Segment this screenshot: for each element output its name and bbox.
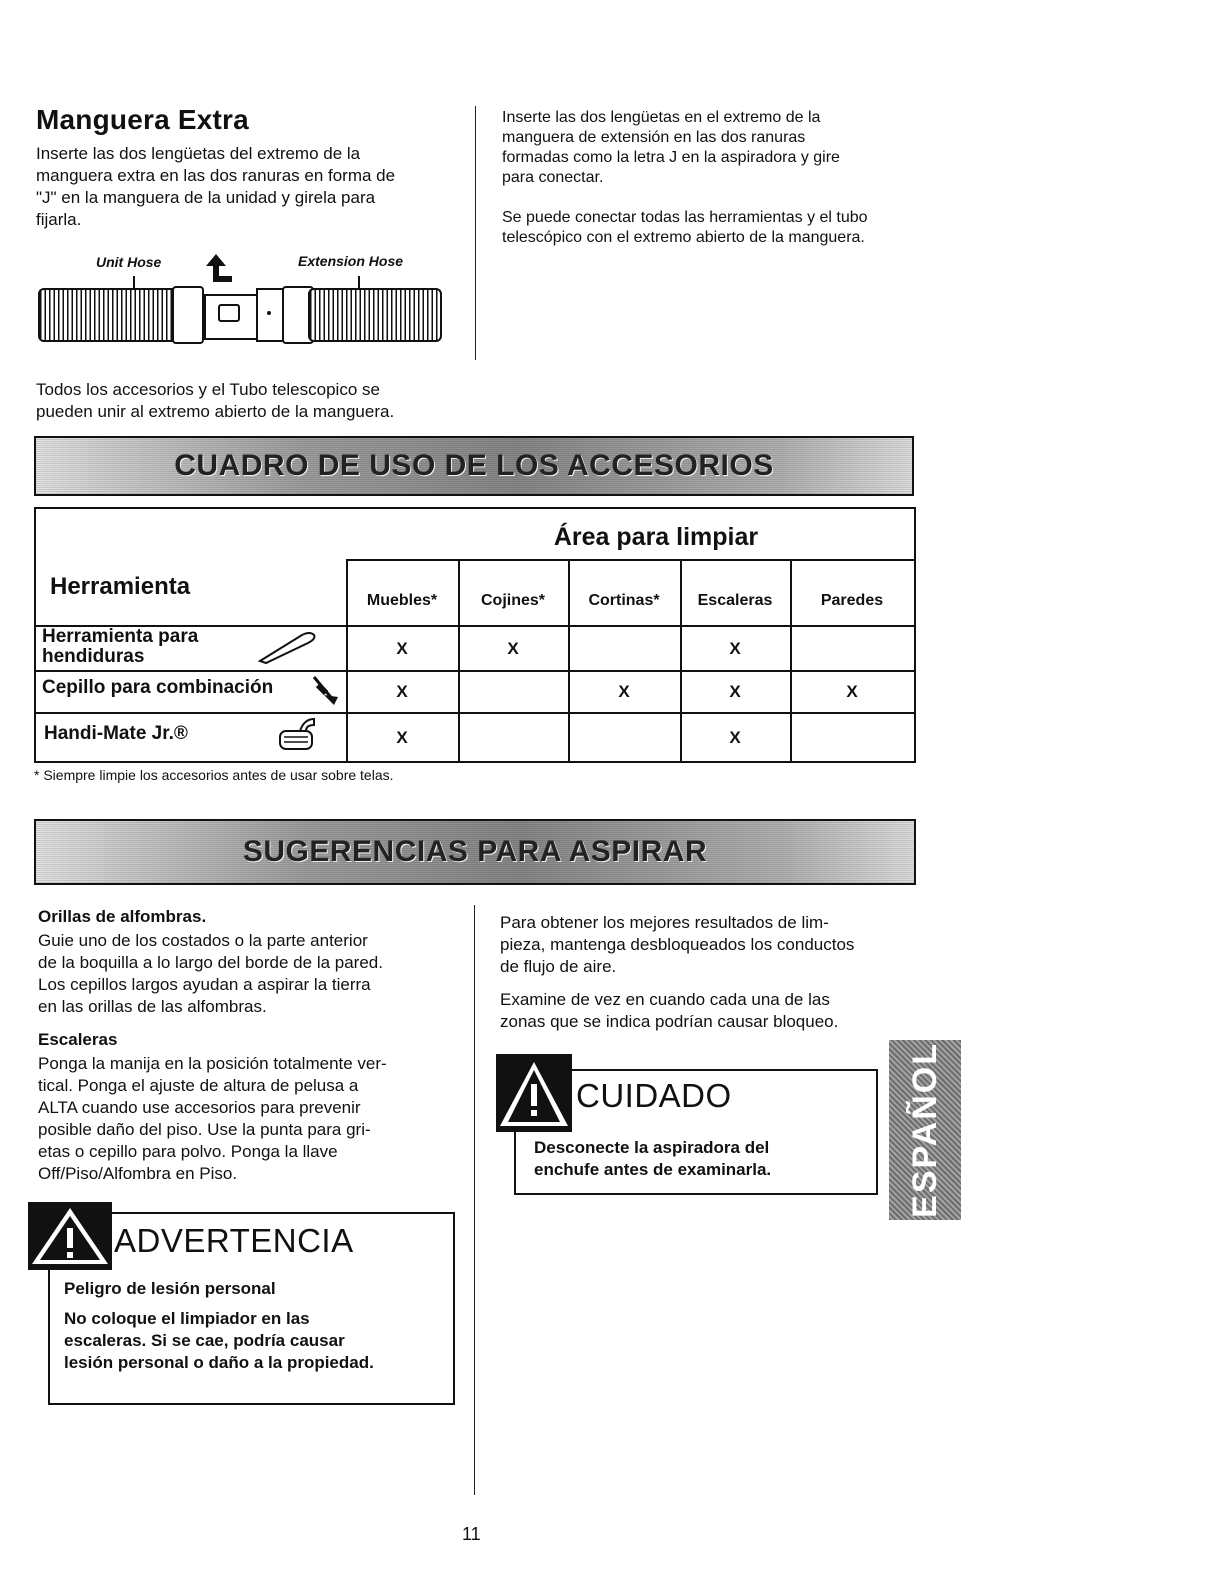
column-header: Cojines* (480, 592, 545, 609)
text-line: Para obtener los mejores resultados de lim- (500, 913, 829, 932)
table-cell (458, 672, 568, 712)
airflow-tip-text (500, 912, 920, 978)
handi-mate-tool-icon (274, 715, 320, 755)
text-line: posible daño del piso. Use la punta para gri- (38, 1120, 371, 1139)
text-line: Ponga la manija en la posición totalmente ver- (38, 1054, 387, 1073)
section-title-manguera-extra: Manguera Extra (36, 104, 249, 135)
table-cell: X (618, 682, 630, 701)
text-line: manguera extra en las dos ranuras en forma de (36, 166, 396, 185)
text-line: Examine de vez en cuando cada una de las (500, 990, 830, 1009)
tool-header: Herramienta (50, 573, 191, 600)
accessory-usage-table (34, 507, 916, 763)
table-cell: X (729, 727, 741, 747)
text-line: ALTA cuando use accesorios para prevenir (38, 1098, 361, 1117)
blockage-check-text (500, 989, 920, 1033)
tool-name-handi-mate: Handi-Mate Jr.® (44, 723, 188, 744)
text-line: Herramienta para (42, 626, 199, 647)
text-line: Peligro de lesión personal (64, 1279, 276, 1298)
column-header: Cortinas* (588, 592, 660, 609)
area-header: Área para limpiar (553, 522, 759, 551)
caution-title: CUIDADO (576, 1077, 732, 1114)
table-cell: X (507, 638, 519, 658)
unit-hose-label: Unit Hose (96, 254, 162, 270)
text-line: hendiduras (42, 646, 145, 667)
subheading-stairs: Escaleras (38, 1030, 118, 1049)
unit-hose-shape (38, 288, 178, 342)
warning-text (64, 1278, 454, 1374)
table-footnote: * Siempre limpie los accesorios antes de usar sobre telas. (34, 767, 394, 783)
tool-name-crevice (42, 627, 282, 667)
hose-cuff (172, 286, 204, 344)
language-tab-espanol (889, 1040, 961, 1220)
extension-hose-instructions (502, 108, 922, 188)
language-tab-label: ESPAÑOL (905, 1042, 944, 1218)
tool-name-combination-brush: Cepillo para combinación (42, 677, 274, 698)
text-line: de la boquilla a lo largo del borde de la pared. (38, 953, 383, 972)
table-cell: X (396, 727, 408, 747)
text-line: enchufe antes de examinarla. (534, 1160, 772, 1179)
manguera-instructions (36, 143, 456, 231)
page-number: 11 (462, 1524, 481, 1544)
column-header: Muebles* (366, 592, 438, 609)
text-line: No coloque el limpiador en las (64, 1309, 310, 1328)
tools-connection-note (502, 208, 922, 248)
table-cell (790, 714, 914, 761)
text-line: formadas como la letra J en la aspiradora y gire (502, 149, 840, 166)
text-line: Off/Piso/Alfombra en Piso. (38, 1164, 238, 1183)
text-line: zonas que se indica podrían causar bloqueo. (500, 1012, 839, 1031)
j-slot (218, 304, 240, 322)
banner-title: CUADRO DE USO DE LOS ACCESORIOS (174, 449, 774, 482)
text-line: Inserte las dos lengüetas del extremo de la (36, 144, 361, 163)
text-line: pueden unir al extremo abierto de la manguera. (36, 402, 395, 421)
table-cell (790, 627, 914, 670)
table-cell: X (396, 638, 408, 658)
connector-dot (267, 311, 271, 315)
text-line: etas o cepillo para polvo. Ponga la llave (38, 1142, 338, 1161)
text-line: fijarla. (36, 210, 82, 229)
warning-title: ADVERTENCIA (114, 1222, 354, 1259)
table-cell (458, 714, 568, 761)
warning-triangle-icon (28, 1202, 112, 1270)
text-line: escaleras. Si se cae, podría causar (64, 1331, 345, 1350)
table-cell: X (396, 682, 408, 701)
text-line: Todos los accesorios y el Tubo telescopico se (36, 380, 380, 399)
column-divider (474, 905, 475, 1495)
cleaning-tips-banner (34, 819, 916, 885)
table-cell: X (846, 682, 858, 701)
text-line: para conectar. (502, 169, 604, 186)
table-rule (346, 559, 914, 561)
subheading-carpet-edges: Orillas de alfombras. (38, 907, 207, 926)
text-line: pieza, mantenga desbloqueados los conductos (500, 935, 855, 954)
text-line: Se puede conectar todas las herramientas y el tubo (502, 209, 868, 226)
hose-connection-figure (34, 248, 444, 358)
accessories-note (36, 379, 466, 423)
extension-hose-label: Extension Hose (298, 253, 404, 269)
text-line: Los cepillos largos ayudan a aspirar la tierra (38, 975, 371, 994)
text-line: tical. Ponga el ajuste de altura de pelusa a (38, 1076, 359, 1095)
caution-text (534, 1137, 874, 1181)
text-line: Inserte las dos lengüetas en el extremo de la (502, 109, 821, 126)
twist-arrow-icon (204, 252, 254, 292)
column-header: Escaleras (697, 592, 773, 609)
table-cell: X (729, 682, 741, 701)
text-line: en las orillas de las alfombras. (38, 997, 267, 1016)
carpet-edges-text (38, 930, 458, 1018)
crevice-tool-icon (256, 629, 318, 665)
column-header: Paredes (820, 592, 884, 609)
combination-brush-icon (310, 673, 340, 709)
text-line: manguera de extensión en las dos ranuras (502, 129, 806, 146)
text-line: Guie uno de los costados o la parte anterior (38, 931, 368, 950)
accessory-chart-banner (34, 436, 914, 496)
text-line: Desconecte la aspiradora del (534, 1138, 770, 1157)
text-line: "J" en la manguera de la unidad y girela para (36, 188, 376, 207)
column-divider (475, 106, 476, 360)
banner-title: SUGERENCIAS PARA ASPIRAR (242, 835, 708, 868)
stairs-text (38, 1053, 458, 1185)
text-line: de flujo de aire. (500, 957, 617, 976)
table-cell: X (729, 638, 741, 658)
extension-hose-shape (308, 288, 442, 342)
table-cell (568, 714, 680, 761)
text-line: lesión personal o daño a la propiedad. (64, 1353, 374, 1372)
table-cell (568, 627, 680, 670)
caution-triangle-icon (496, 1054, 572, 1132)
text-line: telescópico con el extremo abierto de la manguera. (502, 229, 865, 246)
